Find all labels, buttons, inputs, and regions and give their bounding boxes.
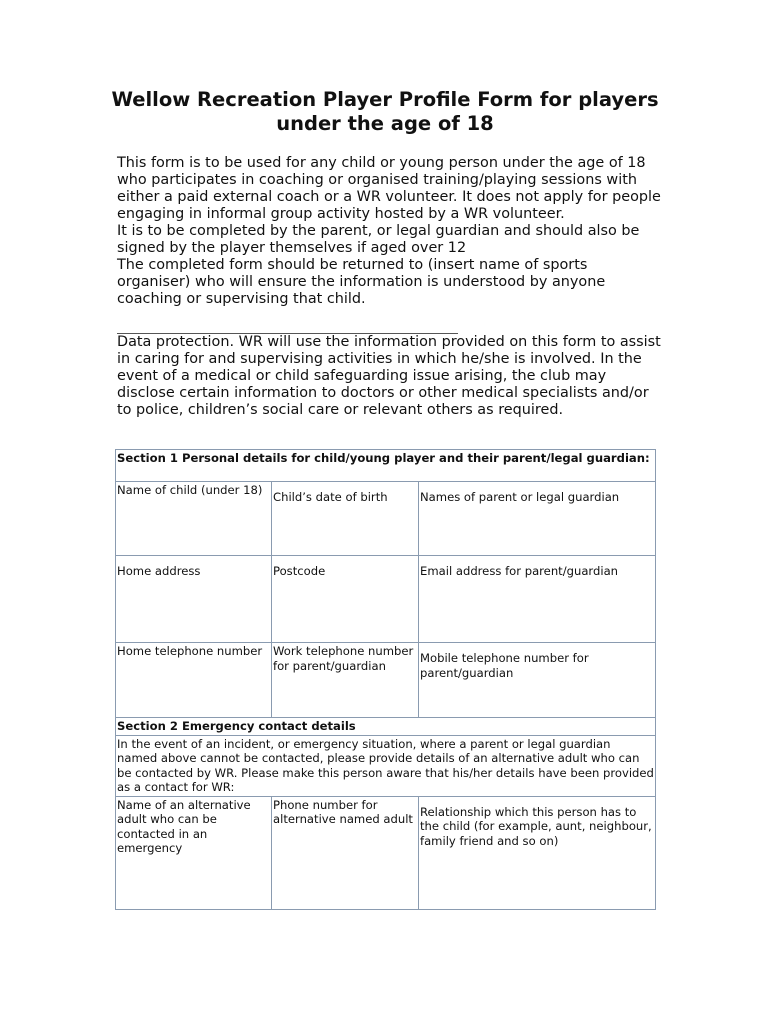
home-address-field[interactable]: Home address xyxy=(116,556,272,643)
parent-names-field[interactable]: Names of parent or legal guardian xyxy=(419,482,656,556)
child-name-field[interactable]: Name of child (under 18) xyxy=(116,482,272,556)
intro-paragraph-2: It is to be completed by the parent, or legal guardian and should also be signed by the player themselves if aged over 12 xyxy=(117,223,640,256)
mobile-telephone-field[interactable]: Mobile telephone number for parent/guardian xyxy=(419,643,656,718)
work-telephone-field[interactable]: Work telephone number for parent/guardian xyxy=(272,643,419,718)
postcode-field[interactable]: Postcode xyxy=(272,556,419,643)
section2-intro: In the event of an incident, or emergency situation, where a parent or legal guardian named above cannot be contacted, please provide details of an alternative adult who can be contacted by WR. Please make this person aware that his/her details have been provided as a contact for WR: xyxy=(117,736,654,794)
section1-heading: Section 1 Personal details for child/young player and their parent/legal guardian: xyxy=(116,450,656,482)
data-protection-notice: Data protection. WR will use the information provided on this form to assist in caring for and supervising activities in which he/she is involved. In the event of a medical or child safeguarding issue arising, the club may disclose certain information to doctors or other medical specialists and/or to police, children’s social care or relevant others as required. xyxy=(117,334,661,418)
player-profile-form xyxy=(115,449,656,910)
home-telephone-field[interactable]: Home telephone number xyxy=(116,643,272,718)
page-title: Wellow Recreation Player Profile Form for players under the age of 18 xyxy=(111,88,659,135)
child-dob-field[interactable]: Child’s date of birth xyxy=(272,482,419,556)
intro-text xyxy=(117,155,662,308)
intro-paragraph-3: The completed form should be returned to (insert name of sports organiser) who will ensure the information is understood by anyone coaching or supervising that child. xyxy=(117,257,606,307)
parent-email-field[interactable]: Email address for parent/guardian xyxy=(419,556,656,643)
emergency-contact-name-field[interactable]: Name of an alternative adult who can be contacted in an emergency xyxy=(116,796,272,909)
emergency-contact-relationship-field[interactable]: Relationship which this person has to the child (for example, aunt, neighbour, family friend and so on) xyxy=(419,796,656,909)
section2-heading: Section 2 Emergency contact details xyxy=(116,718,656,736)
intro-paragraph-1: This form is to be used for any child or young person under the age of 18 who participates in coaching or organised training/playing sessions with either a paid external coach or a WR volunteer. It does not apply for people engaging in informal group activity hosted by a WR volunteer. xyxy=(117,155,661,222)
emergency-contact-phone-field[interactable]: Phone number for alternative named adult xyxy=(272,796,419,909)
